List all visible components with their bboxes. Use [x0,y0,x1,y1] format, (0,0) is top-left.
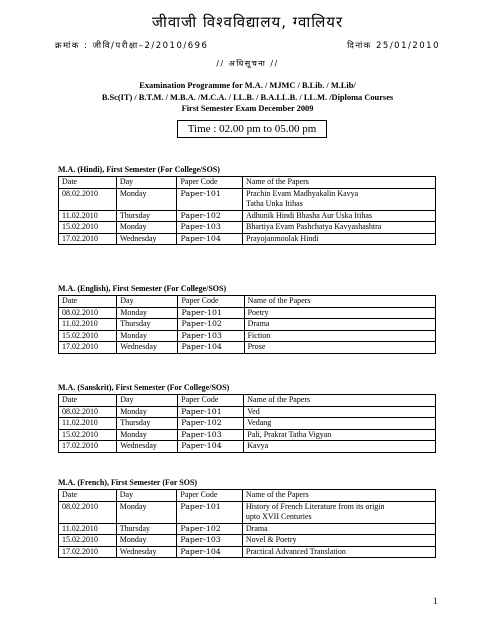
column-header: Date [59,296,117,308]
section-title: M.A. (Hindi), First Semester (For College/SOS) [58,165,220,174]
exam-time-box: Time : 02.00 pm to 05.00 pm [177,120,327,138]
paper-name: Bhartiya Evam Pashchatya Kavyashashtra [246,222,382,231]
paper-name-cell [244,307,435,319]
exam-date-cell: 11.02.2010 [59,418,117,430]
exam-date-cell: 15.02.2010 [59,429,117,441]
table-row [59,307,436,319]
table-header-row [59,296,436,308]
paper-name: Ved [247,406,260,416]
paper-code-cell: Paper-101 [178,406,244,418]
column-header: Day [117,395,178,407]
reference-number: क्रमांक : जीवि/परीक्षा–2/2010/696 [55,41,209,51]
paper-name-cell [243,210,436,222]
paper-code-cell: Paper-102 [177,523,243,535]
exam-day-cell: Monday [117,429,178,441]
section-title: M.A. (French), First Semester (For SOS) [58,478,198,487]
paper-name: Fiction [247,330,271,340]
column-header: Paper Code [177,490,243,502]
column-header: Name of the Papers [242,490,435,502]
paper-name-cell [242,535,435,547]
schedule-table [58,394,436,453]
paper-code-cell: Paper-102 [178,319,244,331]
exam-day-cell: Wednesday [117,342,178,354]
paper-name-continued: upto XVII Centuries [245,512,312,521]
table-row [59,406,436,418]
university-title: जीवाजी विश्वविद्यालय, ग्वालियर [151,13,344,31]
table-row [59,523,436,535]
paper-name-cell [244,330,435,342]
exam-day-cell: Thursday [116,523,177,535]
table-row [59,330,436,342]
schedule-section [58,163,436,245]
exam-date-cell: 08.02.2010 [59,188,117,210]
paper-code-cell: Paper-103 [177,222,243,234]
paper-name: Pali, Prakrat Tatha Vigyan [247,429,332,439]
paper-name: Drama [247,319,270,328]
column-header: Name of the Papers [244,296,435,308]
paper-code-cell: Paper-104 [177,546,243,558]
programme-line-2: B.Sc(IT) / B.T.M. / M.B.A. /M.C.A. / LL.B. / B.A.LL.B. / LL.M. /Diploma Courses [101,92,394,102]
exam-date-cell: 11.02.2010 [59,319,117,331]
paper-code-cell: Paper-101 [177,501,243,523]
programme-heading [20,80,475,115]
exam-day-cell: Thursday [117,319,178,331]
schedule-table [58,176,436,245]
table-row [59,429,436,441]
exam-day-cell: Monday [116,501,177,523]
paper-name-cell [242,501,435,523]
column-header: Name of the Papers [244,395,436,407]
paper-code-cell: Paper-101 [178,307,244,319]
exam-date-cell: 17.02.2010 [59,441,117,453]
exam-day-cell: Wednesday [117,441,178,453]
paper-code-cell: Paper-102 [177,210,243,222]
paper-code-cell: Paper-104 [177,233,243,245]
programme-line-1: Examination Programme for M.A. / MJMC / B.Lib. / M.Lib/ [139,81,356,90]
exam-day-cell: Monday [116,535,177,547]
table-row [59,319,436,331]
column-header: Paper Code [178,395,244,407]
paper-name: Novel & Poetry [245,535,297,544]
section-title: M.A. (English), First Semester (For College/SOS) [58,284,227,293]
exam-date-cell: 08.02.2010 [59,501,117,523]
paper-name-cell [244,406,436,418]
exam-day-cell: Monday [117,330,178,342]
table-row [59,233,436,245]
table-header-row [59,177,436,189]
exam-date-cell: 08.02.2010 [59,406,117,418]
paper-name: Adhunik Hindi Bhasha Aur Uska Itihas [246,210,372,220]
column-header: Date [59,490,117,502]
exam-day-cell: Wednesday [116,233,177,245]
table-row [59,535,436,547]
table-row [59,418,436,430]
column-header: Date [59,395,117,407]
exam-date-cell: 08.02.2010 [59,307,117,319]
paper-name: Prayojanmoolak Hindi [246,233,319,243]
exam-date-cell: 15.02.2010 [59,222,117,234]
schedule-section [58,381,436,453]
paper-name-cell [244,429,436,441]
schedule-section [58,282,436,354]
exam-date-cell: 11.02.2010 [59,523,117,535]
paper-name: Prachin Evam Madhyakalin Kavya [246,188,359,198]
exam-date-cell: 17.02.2010 [59,342,117,354]
paper-name: Prose [247,342,266,351]
paper-name-cell [242,523,435,535]
table-row [59,188,436,210]
schedule-section [58,476,436,558]
exam-date-cell: 17.02.2010 [59,546,117,558]
exam-day-cell: Monday [117,406,178,418]
column-header: Day [117,296,178,308]
paper-name-cell [242,546,435,558]
paper-name-cell [244,441,436,453]
paper-code-cell: Paper-103 [177,535,243,547]
paper-name: Vedang [247,418,272,427]
column-header: Paper Code [177,177,243,189]
paper-name-cell [244,342,435,354]
paper-name-cell [243,188,436,210]
exam-date-cell: 15.02.2010 [59,330,117,342]
column-header: Name of the Papers [243,177,436,189]
page-number: 1 [433,596,438,606]
paper-name-continued: Tatha Unka Itihas [246,199,303,208]
paper-code-cell: Paper-101 [177,188,243,210]
paper-code-cell: Paper-104 [178,441,244,453]
table-header-row [59,395,436,407]
paper-name: History of French Literature from its origin [245,501,385,511]
table-header-row [59,490,436,502]
paper-name: Kavya [247,441,269,450]
table-row [59,441,436,453]
exam-day-cell: Thursday [116,210,177,222]
column-header: Day [116,177,177,189]
paper-name: Practical Advanced Translation [245,546,346,556]
exam-date-cell: 15.02.2010 [59,535,117,547]
exam-day-cell: Thursday [117,418,178,430]
schedule-table [58,295,436,354]
table-row [59,342,436,354]
paper-name: Drama [245,523,268,533]
column-header: Paper Code [178,296,244,308]
paper-name-cell [243,233,436,245]
table-row [59,222,436,234]
paper-code-cell: Paper-103 [178,429,244,441]
paper-code-cell: Paper-102 [178,418,244,430]
table-row [59,546,436,558]
exam-day-cell: Wednesday [116,546,177,558]
exam-day-cell: Monday [117,307,178,319]
column-header: Date [59,177,117,189]
column-header: Day [116,490,177,502]
notice-label: // अधिसूचना // [216,59,279,68]
paper-code-cell: Paper-103 [178,330,244,342]
paper-name-cell [244,418,436,430]
exam-day-cell: Monday [116,222,177,234]
table-row [59,501,436,523]
exam-date-cell: 11.02.2010 [59,210,117,222]
section-title: M.A. (Sanskrit), First Semester (For College/SOS) [58,383,230,392]
table-row [59,210,436,222]
paper-name: Poetry [247,307,269,317]
exam-day-cell: Monday [116,188,177,210]
paper-name-cell [243,222,436,234]
programme-line-3: First Semester Exam December 2009 [181,104,314,113]
exam-date-cell: 17.02.2010 [59,233,117,245]
notice-date: दिनांक 25/01/2010 [347,41,440,51]
paper-code-cell: Paper-104 [178,342,244,354]
paper-name-cell [244,319,435,331]
schedule-table [58,489,436,558]
